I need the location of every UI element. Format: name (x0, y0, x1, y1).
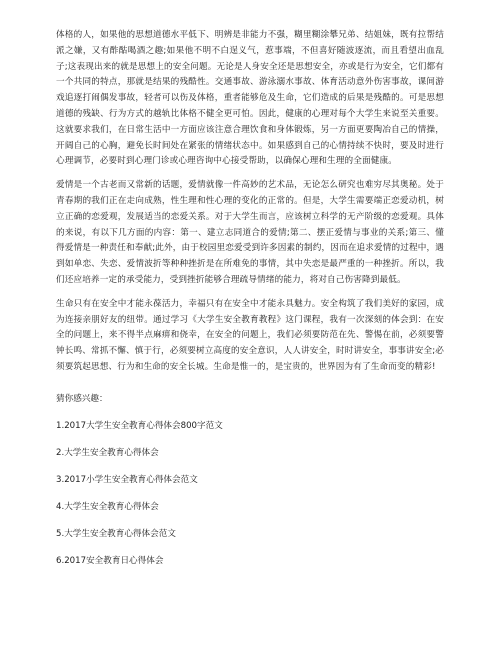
paragraph-love-view: 爱情是一个古老而又常新的话题，爱情就像一件高妙的艺术品，无论怎么研究也难穷尽其奥秘。处于青春期的我们正在走向成熟，性生理和性心理的变化的正常的。但是，大学生需要端正恋爱动机，树立正确的恋爱观，发展适当的恋爱关系。对于大学生而言，应该树立科学的无产阶级的恋爱观。具体的来说，有以下几方面的内容：第一、建立志同道合的爱情;第二、摆正爱情与事业的关系;第三、懂得爱情是一种责任和奉献;此外，由于校园里恋爱受到许多因素的制约，因而在追求爱情的过程中，遇到如单恋、失恋、爱情波折等种种挫折是在所难免的事情，其中失恋是最严重的一种挫折。所以，我们还应培养一定的承受能力，受到挫折能够合理疏导情绪的能力，将对自己伤害降到最低。 (56, 180, 444, 285)
related-item[interactable] (56, 554, 444, 568)
related-link[interactable]: 2.大学生安全教育心得体会 (56, 447, 159, 458)
related-list (56, 419, 444, 568)
related-item[interactable] (56, 527, 444, 541)
related-link[interactable]: 5.大学生安全教育心得体会范文 (56, 528, 176, 539)
related-item[interactable] (56, 473, 444, 487)
related-articles (56, 392, 444, 568)
related-link[interactable]: 1.2017大学生安全教育心得体会800字范文 (56, 420, 223, 431)
related-link[interactable]: 6.2017安全教育日心得体会 (56, 555, 164, 566)
document-page (56, 28, 444, 568)
related-item[interactable] (56, 500, 444, 514)
article-body (56, 28, 444, 376)
paragraph-mental-safety: 体格的人，如果他的思想道德水平低下、明辨是非能力不强，糊里糊涂攀兄弟、结姐妹，既有拉帮结派之嫌，又有酢酤喝酒之趣;如果他不明不白逞义气，惹事端，不但喜好随波逐流，而且看望出血乱子;这表现出来的就是思想上的安全问题。无论是人身安全还是思想安全，亦或是行为安全，它们都有一个共同的特点，那就是结果的残酷性。交通事故、游泳溺水事故、体育活动意外伤害事故，课间游戏追逐打闹偶发事故，轻者可以伤及体格，重者能够危及生命，它们造成的后果是残酷的。可是思想道德的残缺、行为方式的越轨比体格不健全更可怕。因此，健康的心理对每个大学生来说至关重要。这就要求我们，在日常生活中一方面应该注意合理饮食和身体锻炼，另一方面更要陶冶自己的情操，开阔自己的心胸，避免长时间处在紧张的情绪状态中。如果感到自己的心情持续不快时，要及时进行心理调节，必要时到心理门诊或心理咨询中心接受帮助，以确保心理和生理的全面健康。 (56, 30, 444, 167)
related-title: 猜你感兴趣： (56, 393, 108, 404)
related-item[interactable] (56, 446, 444, 460)
related-item[interactable] (56, 419, 444, 433)
related-link[interactable]: 4.大学生安全教育心得体会 (56, 501, 159, 512)
related-link[interactable]: 3.2017小学生安全教育心得体会范文 (56, 474, 198, 485)
paragraph-life-safety: 生命只有在安全中才能永葆活力，幸福只有在安全中才能永具魅力。安全构筑了我们美好的家园，成为连接亲朋好友的纽带。通过学习《大学生安全教育教程》这门课程，我有一次深刻的体会到：在安全的问题上，来不得半点麻痹和侥幸，在安全的问题上，我们必须要防范在先、警惕在前，必须要警钟长鸣、常抓不懈、慎于行，必须要树立高度的安全意识，人人讲安全，时时讲安全，事事讲安全;必须要筑起思想、行为和生命的安全长城。生命是惟一的，是宝贵的，世界因为有了生命而变的精彩! (56, 298, 444, 372)
